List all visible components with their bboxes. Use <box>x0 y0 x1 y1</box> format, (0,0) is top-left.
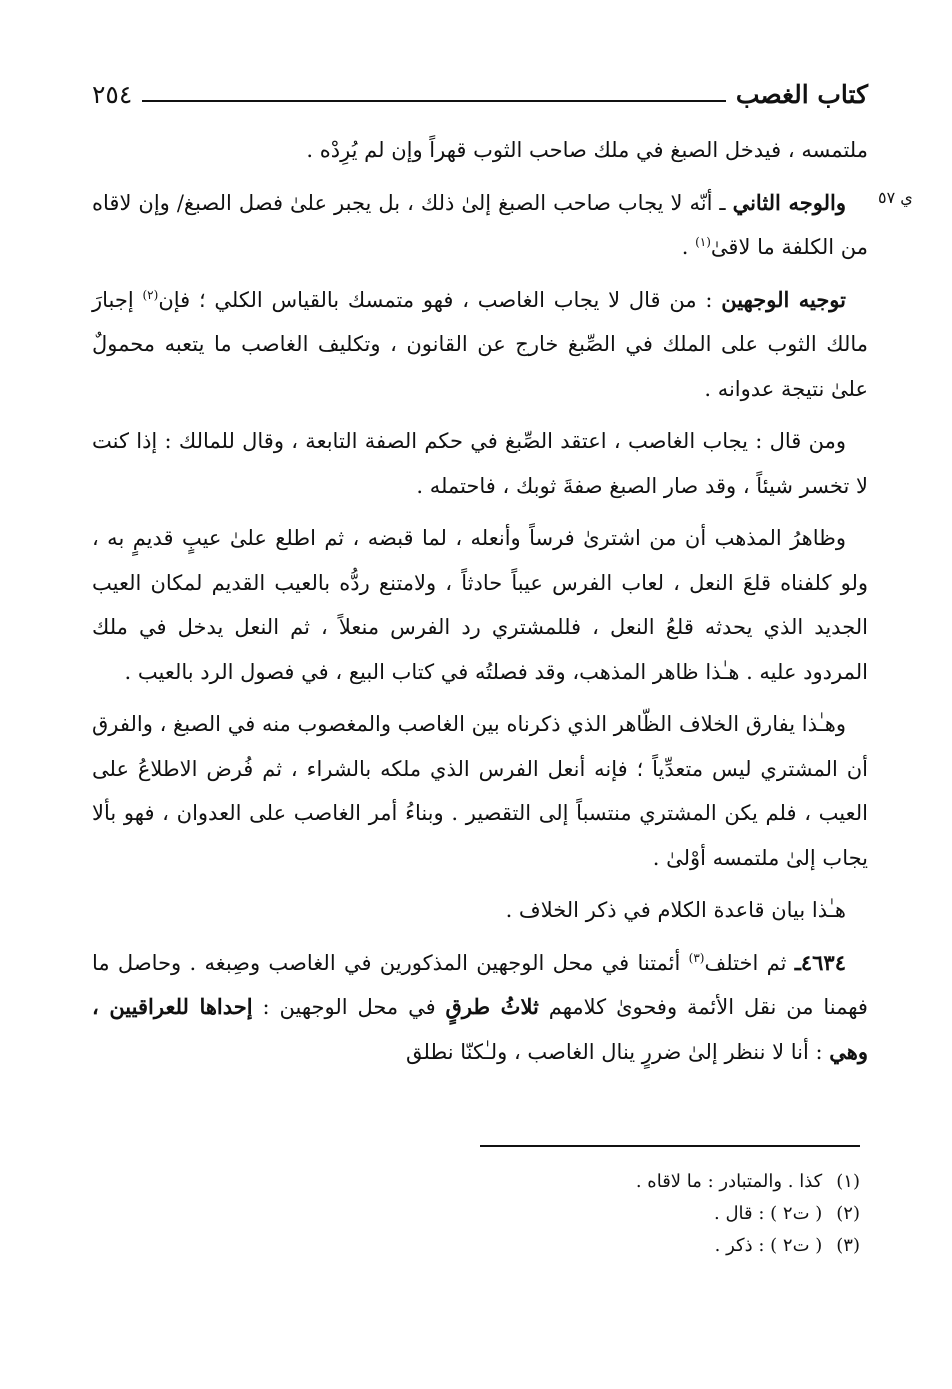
paragraph: وظاهرُ المذهب أن من اشترىٰ فرساً وأنعله ، لما قبضه ، ثم اطلع علىٰ عيبٍ قديمٍ به ، ولو كلفناه قلعَ النعل ، لعاب الفرس عيباً حادثاً ، ولامتنع ردُّه بالعيب القديم لمكان العيب الجديد الذي يحدثه قلعُ النعل ، فللمشتري رد الفرس منعلاً ، ثم النعل يدخل في ملك المردود عليه . هـٰذا ظاهر المذهب، وقد فصلتُه في كتاب البيع ، في فصول الرد بالعيب . <box>92 526 868 684</box>
header-rule <box>142 100 726 102</box>
main-text <box>92 128 868 1082</box>
footnote: (١) كذا . والمتبادر : ما لاقاه . <box>635 1171 860 1192</box>
paragraph: والوجه الثاني ـ أنّه لا يجاب صاحب الصبغ إلىٰ ذلك ، بل يجبر علىٰ فصل الصبغ/ وإن لاقاه من الكلفة ما لاقىٰ$^{(١)}$ . <box>92 189 868 259</box>
section-number: ٤٦٣٤ـ <box>794 949 846 975</box>
paragraph: ومن قال : يجاب الغاصب ، اعتقد الصِّبغ في حكم الصفة التابعة ، وقال للمالك : إذا كنت لا تخسر شيئاً ، وقد صار الصبغ صفةَ ثوبك ، فاحتمله . <box>92 429 868 498</box>
footnote: (٣) ( ت٢ ) : ذكر . <box>714 1235 860 1256</box>
footnote-ref: (١) <box>695 235 711 249</box>
footnotes <box>300 1166 860 1262</box>
paragraph: هـٰذا بيان قاعدة الكلام في ذكر الخلاف . <box>505 898 846 922</box>
paragraph: وهـٰذا يفارق الخلاف الظّاهر الذي ذكرناه بين الغاصب والمغصوب منه في الصبغ ، والفرق أن المشتري ليس متعدِّياً ؛ فإنه أنعل الفرس الذي ملكه بالشراء ، ثم فُرض الاطلاعُ على العيب ، فلم يكن المشتري منتسباً إلى التقصير . وبناءُ أمر الغاصب على العدوان ، فهو بألا يجاب إلىٰ ملتمسه أوْلىٰ . <box>92 712 868 870</box>
paragraph: توجيه الوجهين : من قال لا يجاب الغاصب ، فهو متمسك بالقياس الكلي ؛ فإن$^{(٢)}$ إجبارَ مالك الثوب على الملك في الصِّبغ خارج عن القانون ، وتكليف الغاصب ما يتعبه محمولٌ علىٰ نتيجة عدوانه . <box>92 286 868 401</box>
running-header <box>92 74 868 114</box>
paragraph: ٤٦٣٤ـ ثم اختلف$^{(٣)}$ أئمتنا في محل الوجهين المذكورين في الغاصب وصِبغه . وحاصل ما فهمنا من نقل الأئمة وفحوىٰ كلامهم ثلاثُ طرقٍ في محل الوجهين : إحداها للعراقيين ، وهي : أنا لا ننظر إلىٰ ضررٍ ينال الغاصب ، ولـٰكنّا نطلق <box>92 949 868 1064</box>
bold-heading: توجيه الوجهين <box>721 286 846 312</box>
margin-note: ي ٥٧ <box>878 188 913 207</box>
page-number: ٢٥٤ <box>92 79 133 109</box>
paragraph: ملتمسه ، فيدخل الصبغ في ملك صاحب الثوب قهراً وإن لم يُرِدْه . <box>306 138 868 162</box>
footnote-ref: (٢) <box>142 287 159 302</box>
footnote-ref: (٣) <box>688 950 705 965</box>
bold-heading: والوجه الثاني <box>732 189 847 215</box>
footnote: (٢) ( ت٢ ) : قال . <box>714 1203 860 1224</box>
footnote-separator <box>480 1145 860 1147</box>
book-title: كتاب الغصب <box>735 79 868 109</box>
